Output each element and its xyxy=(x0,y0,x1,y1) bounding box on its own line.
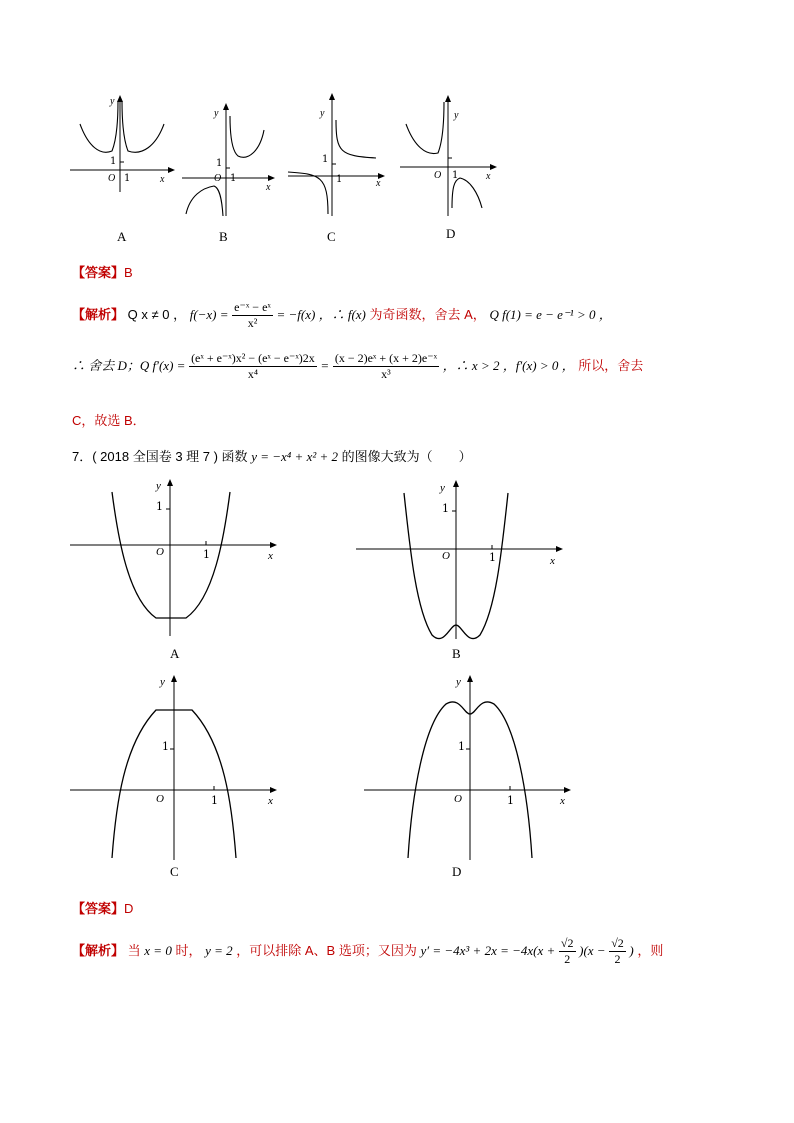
one-label: 1 xyxy=(452,170,459,181)
q6-graph-c-svg xyxy=(286,96,390,220)
q7-graph-b xyxy=(356,479,571,645)
origin-label: O xyxy=(108,173,116,184)
y-label: y xyxy=(110,96,115,107)
origin-label: O xyxy=(442,550,450,562)
math-text: y′ = −4x³ + 2x = −4x(x + xyxy=(420,942,556,958)
question-text: 的图像大致为（ ） xyxy=(341,449,472,464)
y-label: y xyxy=(160,676,165,688)
one-label: 1 xyxy=(216,158,223,169)
q7-analysis xyxy=(72,936,663,967)
math-text: )(x − xyxy=(579,942,606,958)
fraction xyxy=(232,300,273,331)
q6-analysis-line3: C，故选 B． xyxy=(72,413,146,428)
one-label: 1 xyxy=(156,500,163,513)
origin-label: O xyxy=(434,170,442,181)
q6-graph-c xyxy=(286,96,390,224)
q6-analysis-line2 xyxy=(72,351,643,382)
origin-label: O xyxy=(454,793,462,805)
fraction-numerator: √2 xyxy=(560,936,574,950)
one-label: 1 xyxy=(442,502,449,515)
one-label: 1 xyxy=(110,156,117,167)
one-label: 1 xyxy=(211,794,218,807)
y-label: y xyxy=(320,108,325,119)
math-text: y = −x⁴ + x² + 2 xyxy=(251,449,339,464)
origin-label: O xyxy=(156,793,164,805)
math-text: Q f(1) = e − e⁻¹ > 0 ， xyxy=(489,306,612,322)
q7-caption-a: A xyxy=(170,646,180,661)
fraction-numerator: √2 xyxy=(611,936,624,950)
one-label: 1 xyxy=(507,794,514,807)
answer-label: 【答案】 xyxy=(72,265,125,280)
q6-caption-d: D xyxy=(446,226,456,241)
q6-caption-a: A xyxy=(117,229,127,244)
q7-caption-d: D xyxy=(452,864,462,879)
one-label: 1 xyxy=(336,174,343,185)
y-label: y xyxy=(214,108,219,119)
one-label: 1 xyxy=(322,154,329,165)
math-text: x = 0 xyxy=(144,942,172,958)
q7-graph-b-svg xyxy=(356,479,571,641)
q7-caption-b: B xyxy=(452,646,461,661)
fraction-denominator: 2 xyxy=(564,952,571,966)
answer-value: D xyxy=(124,901,134,916)
analysis-text: ，则 xyxy=(637,942,664,958)
y-label: y xyxy=(456,676,461,688)
q7-graph-d-svg xyxy=(364,674,579,860)
fraction-numerator: (eˣ + e⁻ˣ)x² − (eˣ − e⁻ˣ)2x xyxy=(191,351,315,365)
origin-label: O xyxy=(156,546,164,558)
fraction-denominator: x² xyxy=(247,316,258,330)
fraction-denominator: x³ xyxy=(381,367,391,381)
q6-graph-d xyxy=(398,98,502,222)
q6-graph-b-svg xyxy=(180,106,280,218)
x-label: x xyxy=(560,795,565,807)
fraction xyxy=(559,936,576,967)
one-label: 1 xyxy=(162,740,169,753)
one-label: 1 xyxy=(203,548,210,561)
y-label: y xyxy=(440,482,445,494)
q6-analysis-line1 xyxy=(72,300,612,331)
math-text: = −f(x) ，∴ f(x) xyxy=(276,306,366,322)
answer-value: B xyxy=(124,265,133,280)
fraction-numerator: e⁻ˣ − eˣ xyxy=(234,300,271,314)
origin-label: O xyxy=(214,173,222,184)
x-label: x xyxy=(376,178,381,189)
fraction-denominator: x⁴ xyxy=(247,367,259,381)
analysis-text: 时， xyxy=(175,942,202,958)
y-label: y xyxy=(156,480,161,492)
math-text: y = 2 xyxy=(205,942,233,958)
fraction-denominator: 2 xyxy=(614,952,621,966)
math-text: f(−x) = xyxy=(189,306,229,322)
fraction xyxy=(609,936,626,967)
one-label: 1 xyxy=(124,173,131,184)
q6-graph-d-svg xyxy=(398,98,502,218)
analysis-label: 【解析】 xyxy=(72,306,125,322)
one-label: 1 xyxy=(230,173,237,184)
q7-graph-a xyxy=(70,478,285,642)
q7-answer xyxy=(72,898,133,917)
x-label: x xyxy=(486,171,491,182)
q6-answer xyxy=(72,262,133,281)
math-text: ∴ 舍去 D；Q f′(x) = xyxy=(72,357,186,373)
question-text: 7．( 2018 全国卷 3 理 7 ) 函数 xyxy=(72,449,248,464)
x-label: x xyxy=(550,555,555,567)
analysis-label: 【解析】 xyxy=(72,942,125,958)
x-label: x xyxy=(266,182,271,193)
q6-graph-b xyxy=(180,106,280,222)
answer-label: 【答案】 xyxy=(72,901,125,916)
y-label: y xyxy=(454,110,459,121)
analysis-text: Q x ≠ 0 ， xyxy=(127,306,187,322)
q7-graph-c xyxy=(70,674,285,864)
q6-graph-a xyxy=(68,96,178,200)
q7-caption-c: C xyxy=(170,864,179,879)
q7-graph-c-svg xyxy=(70,674,285,860)
one-label: 1 xyxy=(489,551,496,564)
x-label: x xyxy=(160,174,165,185)
q6-caption-b: B xyxy=(219,229,228,244)
fraction xyxy=(189,351,317,382)
x-label: x xyxy=(268,550,273,562)
q7-graph-a-svg xyxy=(70,478,285,638)
one-label: 1 xyxy=(458,740,465,753)
fraction xyxy=(333,351,439,382)
q6-caption-c: C xyxy=(327,229,336,244)
q7-graph-d xyxy=(364,674,579,864)
analysis-text: 所以，舍去 xyxy=(578,357,644,373)
math-text: ) xyxy=(629,942,634,958)
analysis-text: 为奇函数，舍去 A， xyxy=(369,306,486,322)
math-text: ，∴ x > 2 ，f′(x) > 0 ， xyxy=(442,357,575,373)
fraction-numerator: (x − 2)eˣ + (x + 2)e⁻ˣ xyxy=(334,351,438,365)
math-text: = xyxy=(320,357,330,373)
analysis-text: 当 xyxy=(127,942,141,958)
q7-stem xyxy=(72,446,472,465)
analysis-text: ，可以排除 A、B 选项；又因为 xyxy=(236,942,417,958)
x-label: x xyxy=(268,795,273,807)
